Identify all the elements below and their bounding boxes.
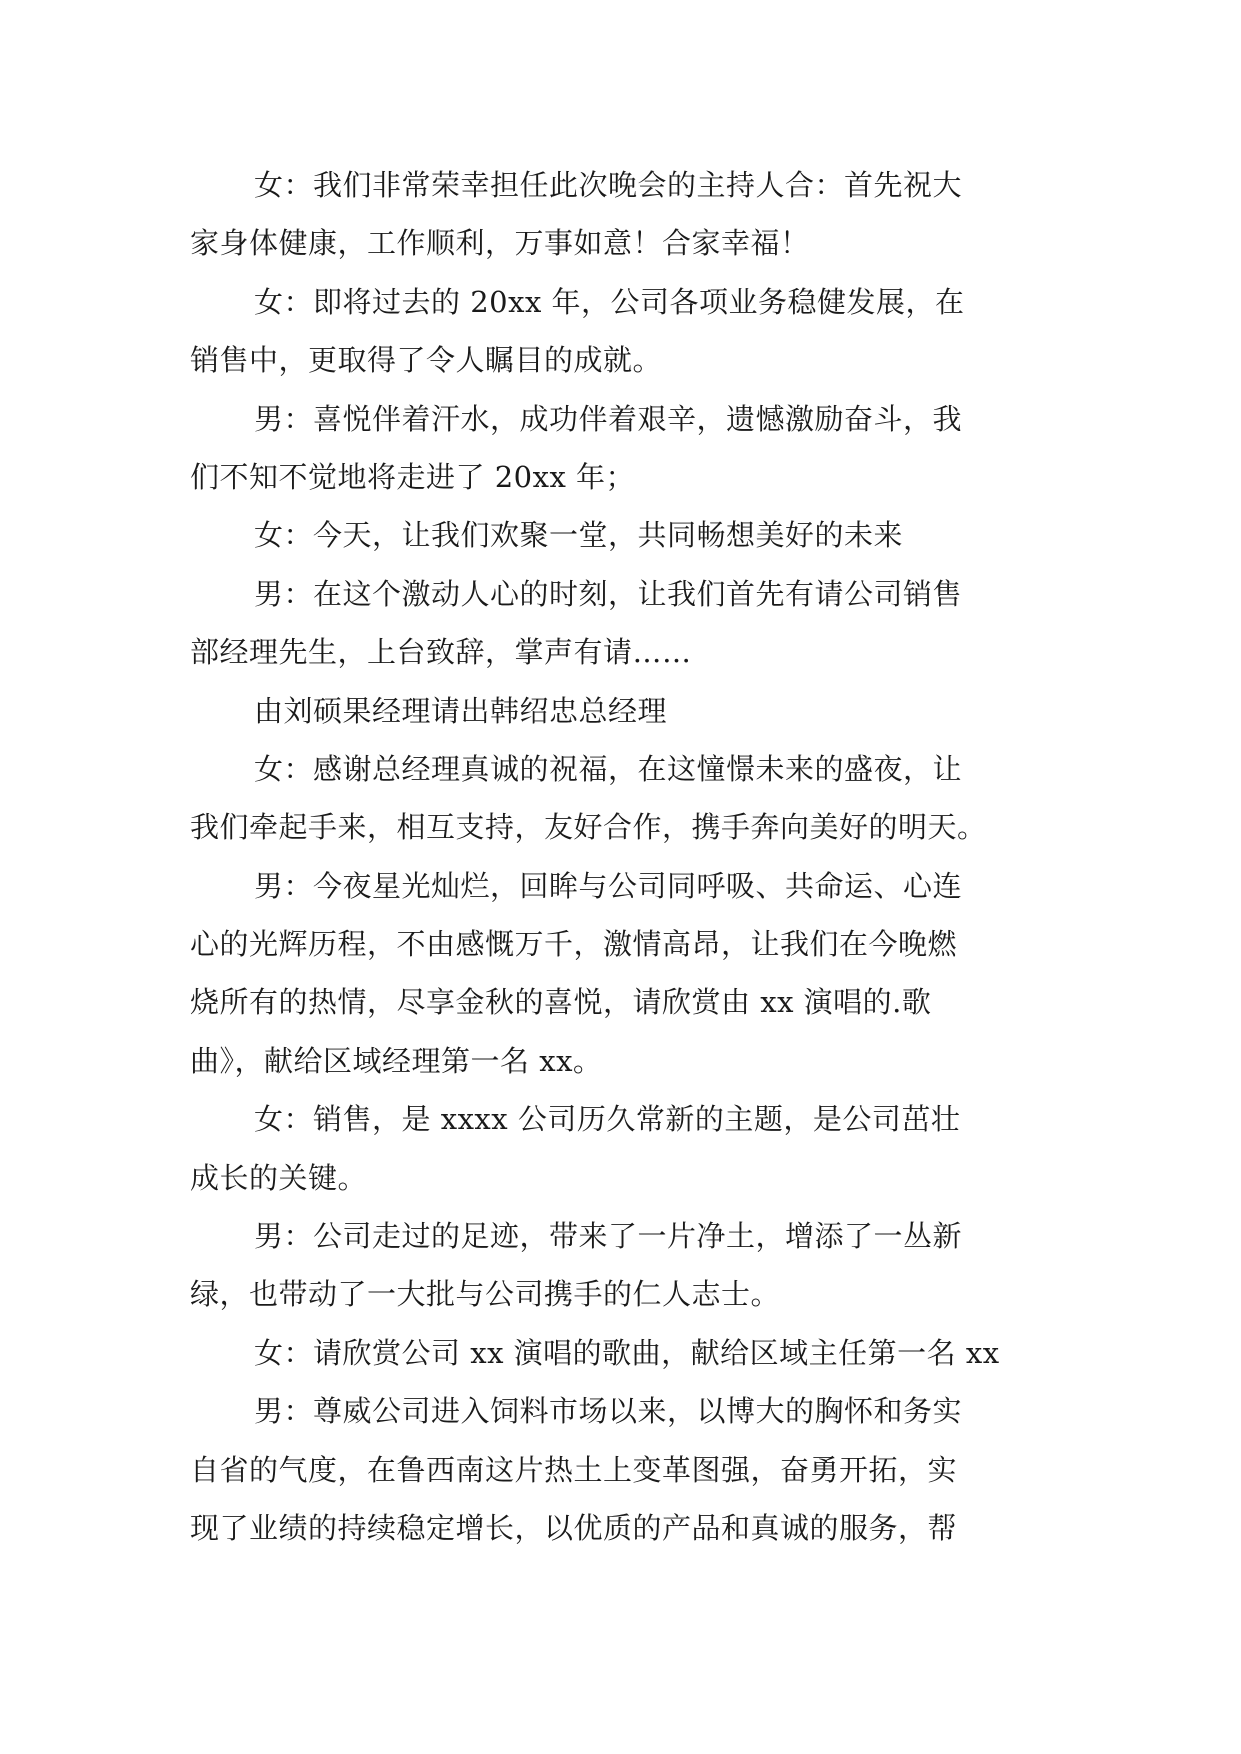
text-line: 女：即将过去的 20xx 年，公司各项业务稳健发展，在 xyxy=(254,284,965,319)
paragraph-12 xyxy=(190,1382,1052,1557)
text-line: 曲》，献给区域经理第一名 xx。 xyxy=(190,1043,603,1078)
text-line: 女：今天，让我们欢聚一堂，共同畅想美好的未来 xyxy=(254,518,904,553)
paragraph-11 xyxy=(190,1324,1052,1382)
paragraph-3 xyxy=(190,390,1052,507)
text-line: 男：尊威公司进入饲料市场以来，以博大的胸怀和务实 xyxy=(254,1394,963,1429)
paragraph-7 xyxy=(190,740,1052,857)
text-line: 绿，也带动了一大批与公司携手的仁人志士。 xyxy=(190,1277,781,1312)
text-line: 销售中，更取得了令人瞩目的成就。 xyxy=(190,343,663,378)
text-line: 女：请欣赏公司 xx 演唱的歌曲，献给区域主任第一名 xx xyxy=(254,1335,1000,1370)
paragraph-1 xyxy=(190,156,1052,273)
document-page xyxy=(190,156,1052,1557)
text-line: 自省的气度，在鲁西南这片热土上变革图强，奋勇开拓，实 xyxy=(190,1452,958,1487)
text-line: 女：销售，是 xxxx 公司历久常新的主题，是公司茁壮 xyxy=(254,1102,961,1137)
text-line: 们不知不觉地将走进了 20xx 年； xyxy=(190,459,636,494)
text-line: 女：感谢总经理真诚的祝福，在这憧憬未来的盛夜，让 xyxy=(254,751,963,786)
paragraph-4 xyxy=(190,506,1052,564)
paragraph-8 xyxy=(190,857,1052,1091)
text-line: 烧所有的热情，尽享金秋的喜悦，请欣赏由 xx 演唱的.歌 xyxy=(190,985,932,1020)
paragraph-5 xyxy=(190,565,1052,682)
text-line: 家身体健康，工作顺利，万事如意！合家幸福！ xyxy=(190,226,810,261)
text-line: 部经理先生，上台致辞，掌声有请…… xyxy=(190,635,692,670)
text-line: 我们牵起手来，相互支持，友好合作，携手奔向美好的明天。 xyxy=(190,810,987,845)
text-line: 男：公司走过的足迹，带来了一片净土，增添了一丛新 xyxy=(254,1219,963,1254)
text-line: 现了业绩的持续稳定增长，以优质的产品和真诚的服务，帮 xyxy=(190,1510,958,1545)
text-line: 男：喜悦伴着汗水，成功伴着艰辛，遗憾激励奋斗，我 xyxy=(254,401,963,436)
text-line: 心的光辉历程，不由感慨万千，激情高昂，让我们在今晚燃 xyxy=(190,927,958,962)
paragraph-9 xyxy=(190,1090,1052,1207)
paragraph-2 xyxy=(190,273,1052,390)
text-line: 成长的关键。 xyxy=(190,1160,368,1195)
paragraph-6 xyxy=(190,682,1052,740)
text-line: 由刘硕果经理请出韩绍忠总经理 xyxy=(254,693,668,728)
text-line: 男：在这个激动人心的时刻，让我们首先有请公司销售 xyxy=(254,576,963,611)
paragraph-10 xyxy=(190,1207,1052,1324)
text-line: 男：今夜星光灿烂，回眸与公司同呼吸、共命运、心连 xyxy=(254,868,963,903)
text-line: 女：我们非常荣幸担任此次晚会的主持人合：首先祝大 xyxy=(254,168,963,202)
